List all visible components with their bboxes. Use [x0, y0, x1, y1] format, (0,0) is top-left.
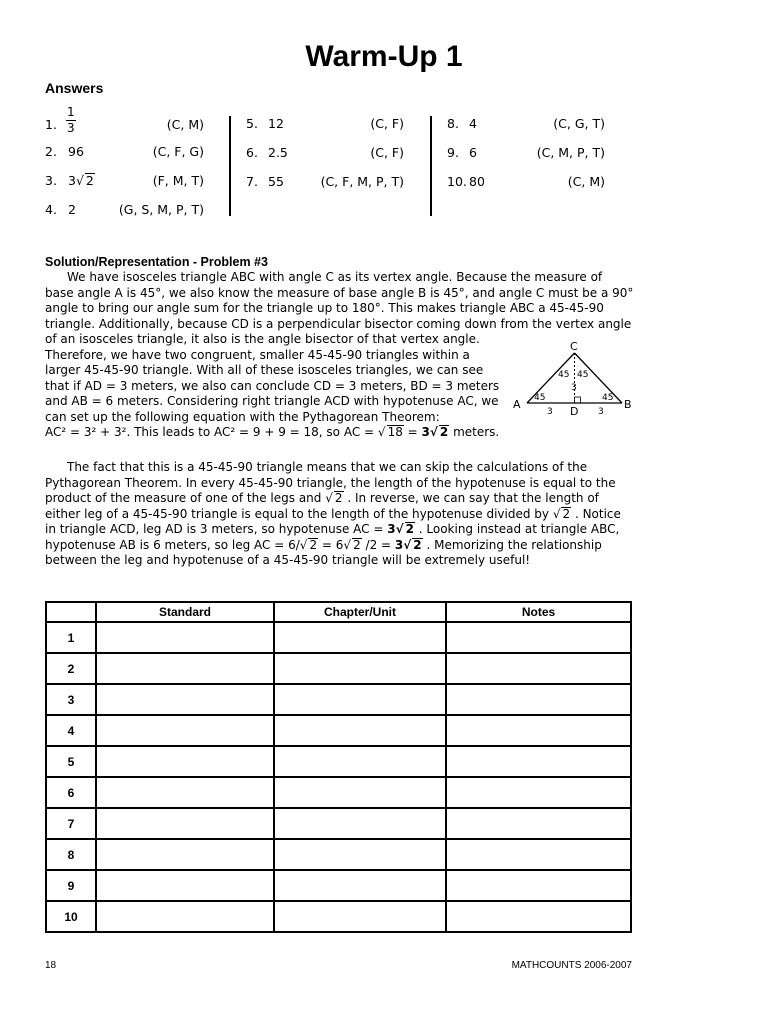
answer-tags: (C, F): [370, 145, 404, 160]
length-ad: 3: [547, 407, 553, 417]
answer-number: 9.: [447, 145, 459, 160]
bold-value: 3: [387, 522, 396, 536]
answer-value: 2.5: [268, 145, 288, 160]
text-line: The fact that this is a 45-45-90 triangle means that we can skip the calculations of the: [67, 460, 588, 474]
row-number: 7: [46, 808, 96, 839]
answer-value: 80: [469, 174, 485, 189]
radicand: 2: [334, 491, 343, 505]
coefficient: 3: [68, 173, 76, 188]
text-line: either leg of a 45-45-90 triangle is equal to the length of the hypotenuse divided by √ 2 . Notice: [45, 506, 621, 521]
line-text: /2 =: [361, 537, 395, 552]
answer-number: 1.: [45, 117, 57, 132]
table-row: [46, 684, 631, 715]
line-text: either leg of a 45-45-90 triangle is equal to the length of the hypotenuse divided by: [45, 506, 553, 521]
page-number: 18: [45, 960, 57, 971]
notes-cell[interactable]: [446, 839, 631, 870]
column-divider: [229, 116, 231, 216]
answer-tags: (C, M, P, T): [536, 145, 605, 160]
table-row: [46, 622, 631, 653]
text-line: hypotenuse AB is 6 meters, so leg AC = 6/√ 2 = 6√ 2 /2 = 3√ 2 . Memorizing the relationship: [45, 537, 602, 552]
line-text: . Notice: [571, 506, 621, 521]
row-number: 5: [46, 746, 96, 777]
text-line: Therefore, we have two congruent, smaller 45-45-90 triangles within a: [45, 347, 470, 362]
table-row: [46, 808, 631, 839]
table-row: [46, 870, 631, 901]
notes-cell[interactable]: [446, 653, 631, 684]
answer-number: 7.: [246, 174, 258, 189]
notes-cell[interactable]: [446, 622, 631, 653]
notes-cell[interactable]: [446, 746, 631, 777]
standard-cell[interactable]: [96, 653, 274, 684]
chapter-cell[interactable]: [274, 808, 446, 839]
line-text: . In reverse, we can say that the length of: [343, 491, 599, 505]
label-c: C: [570, 340, 578, 353]
solution-paragraph-2: [45, 460, 621, 569]
answers-grid: [0, 0, 768, 230]
table-header-row: [46, 602, 631, 622]
angle-b: 45: [602, 393, 614, 403]
line-text: . Looking instead at triangle ABC,: [414, 522, 620, 536]
answer-number: 10.: [447, 174, 467, 189]
table-row: [46, 653, 631, 684]
chapter-cell[interactable]: [274, 746, 446, 777]
chapter-cell[interactable]: [274, 901, 446, 932]
radicand: 2: [85, 173, 94, 188]
notes-cell[interactable]: [446, 901, 631, 932]
answer-value: 96: [68, 144, 84, 159]
angle-a: 45: [534, 393, 546, 403]
row-number: 2: [46, 653, 96, 684]
equation-line: AC² = 3² + 3². This leads to AC² = 9 + 9 = 18, so AC = √ 18 = 3√ 2 meters.: [45, 425, 500, 439]
answer-number: 2.: [45, 144, 57, 159]
fraction-numerator: 1: [67, 105, 75, 119]
radicand: 2: [309, 537, 318, 552]
table-row: [46, 839, 631, 870]
answers-heading: Answers: [45, 80, 104, 96]
table-header-chapter: Chapter/Unit: [274, 602, 446, 622]
answer-number: 4.: [45, 202, 57, 217]
answer-value: 4: [469, 116, 477, 131]
row-number: 1: [46, 622, 96, 653]
standard-cell[interactable]: [96, 715, 274, 746]
eq-text: meters.: [449, 425, 500, 439]
line-text: = 6: [318, 537, 344, 552]
line-text: in triangle ACD, leg AD is 3 meters, so hypotenuse AC =: [45, 522, 388, 536]
standard-cell[interactable]: [96, 808, 274, 839]
answer-tags: (C, M): [567, 174, 605, 189]
table-row: [46, 715, 631, 746]
answer-tags: (C, F, M, P, T): [320, 174, 404, 189]
notes-cell[interactable]: [446, 777, 631, 808]
table-row: [46, 777, 631, 808]
chapter-cell[interactable]: [274, 839, 446, 870]
answer-tags: (C, F, G): [152, 144, 204, 159]
length-cd: 3: [571, 383, 577, 393]
row-number: 4: [46, 715, 96, 746]
answer-value: 2: [68, 202, 76, 217]
label-a: A: [513, 398, 521, 411]
answer-tags: (C, G, T): [553, 116, 605, 131]
notes-cell[interactable]: [446, 870, 631, 901]
label-b: B: [624, 398, 632, 411]
standard-cell[interactable]: [96, 870, 274, 901]
text-line: larger 45-45-90 triangle. With all of these isosceles triangles, we can see: [45, 363, 484, 377]
chapter-cell[interactable]: [274, 653, 446, 684]
radicand: 18: [387, 425, 403, 439]
page-title: Warm-Up 1: [305, 40, 463, 73]
standard-cell[interactable]: [96, 746, 274, 777]
fraction-denominator: 3: [67, 121, 75, 135]
column-divider: [430, 116, 432, 216]
chapter-cell[interactable]: [274, 777, 446, 808]
chapter-cell[interactable]: [274, 622, 446, 653]
table-row: [46, 746, 631, 777]
radicand: 2: [562, 506, 571, 521]
bold-value: 3: [394, 537, 404, 552]
text-line: triangle. Additionally, because CD is a perpendicular bisector coming down from the vertex angle: [45, 316, 632, 331]
answer-number: 5.: [246, 116, 258, 131]
chapter-cell[interactable]: [274, 684, 446, 715]
answer-value: 55: [268, 174, 284, 189]
angle-c-left: 45: [558, 370, 570, 380]
answer-number: 8.: [447, 116, 459, 131]
answer-number: 3.: [45, 173, 57, 188]
line-text: product of the measure of one of the legs and: [45, 491, 326, 505]
text-line: can set up the following equation with the Pythagorean Theorem:: [45, 409, 440, 424]
radicand: 2: [405, 522, 414, 536]
length-db: 3: [598, 407, 604, 417]
table-header-cell: [46, 602, 96, 622]
answer-value: 3√ 2: [68, 173, 94, 188]
eq-text: AC² = 3² + 3². This leads to AC² = 9 + 9 = 18, so AC =: [45, 425, 378, 439]
eq-bold: 3: [421, 425, 430, 439]
row-number: 8: [46, 839, 96, 870]
standard-cell[interactable]: [96, 777, 274, 808]
standards-table: [45, 601, 632, 933]
table-header-standard: Standard: [96, 602, 274, 622]
solution-heading: Solution/Representation - Problem #3: [45, 255, 268, 269]
answer-value: 6: [469, 145, 477, 160]
text-line: Pythagorean Theorem. In every 45-45-90 triangle, the length of the hypotenuse is equal to the: [45, 475, 616, 490]
right-angle-mark: [575, 397, 581, 403]
notes-cell[interactable]: [446, 808, 631, 839]
answer-value: 12: [268, 116, 284, 131]
row-number: 3: [46, 684, 96, 715]
row-number: 9: [46, 870, 96, 901]
chapter-cell[interactable]: [274, 870, 446, 901]
text-line: angle to bring our angle sum for the triangle up to 180°. This makes triangle ABC a 45-45-90: [45, 301, 604, 315]
triangle-diagram: [510, 338, 640, 420]
standard-cell[interactable]: [96, 684, 274, 715]
answer-tags: (C, M): [166, 117, 204, 132]
label-d: D: [570, 405, 579, 418]
answer-tags: (F, M, T): [152, 173, 204, 188]
text-line: product of the measure of one of the legs and √ 2 . In reverse, we can say that the length of: [45, 491, 599, 505]
chapter-cell[interactable]: [274, 715, 446, 746]
standard-cell[interactable]: [96, 839, 274, 870]
standard-cell[interactable]: [96, 622, 274, 653]
radicand: 2: [413, 537, 422, 552]
eq-text: =: [403, 425, 422, 439]
text-line: that if AD = 3 meters, we also can conclude CD = 3 meters, BD = 3 meters: [45, 378, 500, 393]
notes-cell[interactable]: [446, 715, 631, 746]
answer-number: 6.: [246, 145, 258, 160]
table-row: [46, 901, 631, 932]
text-line: between the leg and hypotenuse of a 45-45-90 triangle will be extremely useful!: [45, 553, 531, 567]
answer-tags: (G, S, M, P, T): [118, 202, 204, 217]
table-header-notes: Notes: [446, 602, 631, 622]
angle-c-right: 45: [577, 370, 589, 380]
radicand: 2: [353, 537, 361, 552]
row-number: 6: [46, 777, 96, 808]
line-text: hypotenuse AB is 6 meters, so leg AC = 6/: [45, 537, 300, 552]
row-number: 10: [46, 901, 96, 932]
answer-value: [66, 104, 76, 136]
radicand: 2: [439, 425, 449, 439]
text-line: of an isosceles triangle, it also is the angle bisector of that vertex angle.: [45, 332, 480, 346]
text-line: in triangle ACD, leg AD is 3 meters, so hypotenuse AC = 3√ 2 . Looking instead at triangle ABC,: [45, 522, 620, 536]
answer-tags: (C, F): [370, 116, 404, 131]
text-line: We have isosceles triangle ABC with angle C as its vertex angle. Because the measure of: [67, 270, 603, 284]
line-text: . Memorizing the relationship: [422, 537, 602, 552]
notes-cell[interactable]: [446, 684, 631, 715]
text-line: base angle A is 45°, we also know the measure of base angle B is 45°, and angle C must be a 90°: [45, 285, 634, 300]
text-line: and AB = 6 meters. Considering right triangle ACD with hypotenuse AC, we: [45, 394, 499, 408]
standard-cell[interactable]: [96, 901, 274, 932]
footer-publication: MATHCOUNTS 2006-2007: [511, 960, 632, 971]
